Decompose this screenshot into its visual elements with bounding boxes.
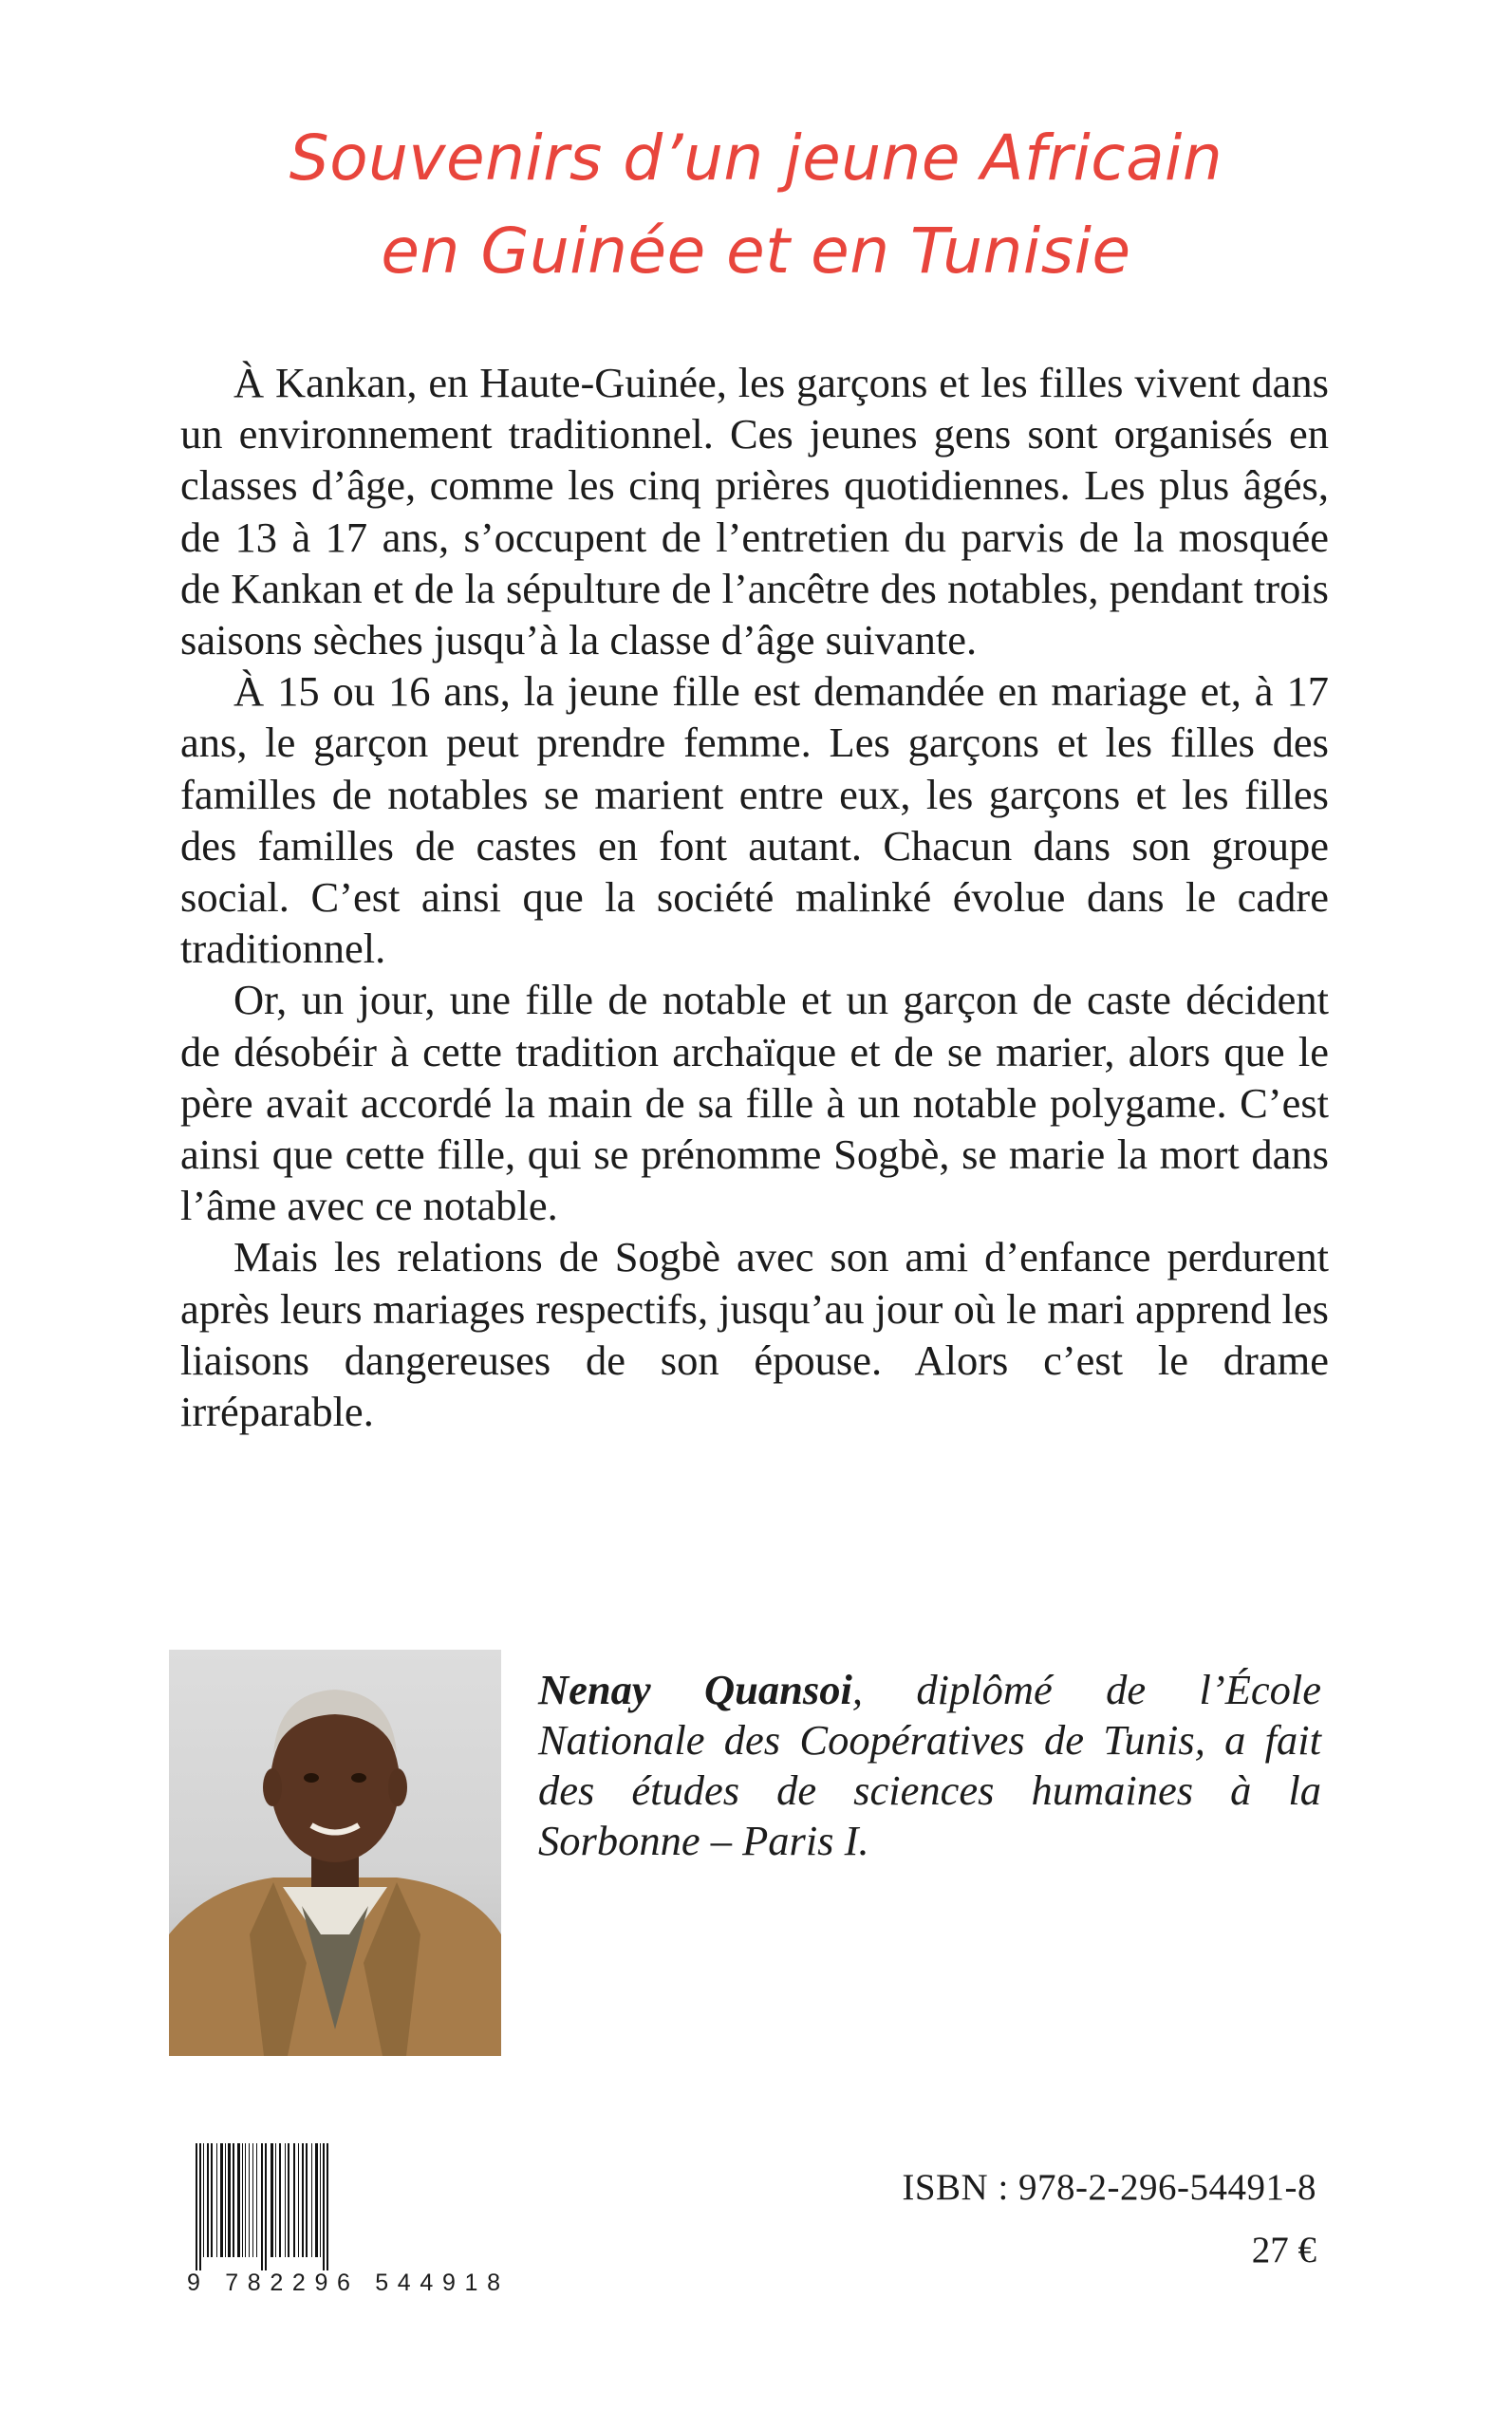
blurb-paragraph: Or, un jour, une fille de notable et un garçon de caste décident de désobéir à cette tradition archaïque et de se marier, alors que le père avait accordé la main de sa fille à un notable polygame. C’est ainsi que cette fille, qui se prénomme Sogbè, se marie la mort dans l’âme avec ce notable. bbox=[180, 976, 1329, 1230]
blurb-paragraph: À Kankan, en Haute-Guinée, les garçons et les filles vivent dans un environnement traditionnel. Ces jeunes gens sont organisés en classes d’âge, comme les cinq prières quotidiennes. Les plus âgés, de 13 à 17 ans, s’occupent de l’entretien du parvis de la mosquée de Kankan et de la sépulture de l’ancêtre des notables, pendant trois saisons sèches jusqu’à la classe d’âge suivante. bbox=[180, 359, 1329, 664]
author-name: Nenay Quansoi bbox=[538, 1666, 852, 1713]
price: 27 € bbox=[1251, 2230, 1316, 2270]
title-line-2: en Guinée et en Tunisie bbox=[381, 215, 1131, 288]
blurb-paragraph: Mais les relations de Sogbè avec son ami d’enfance perdurent après leurs mariages respectifs, jusqu’au jour où le mari apprend les liaisons dangereuses de son épouse. Alors c’est le drame irréparable. bbox=[180, 1233, 1329, 1436]
barcode-digits: 9 782296 544918 bbox=[187, 2270, 500, 2295]
book-title bbox=[0, 112, 1512, 298]
author-bio bbox=[538, 1665, 1321, 1866]
back-cover-blurb bbox=[180, 357, 1329, 1437]
barcode-bars bbox=[196, 2143, 328, 2270]
title-line-1: Souvenirs d’un jeune Africain bbox=[289, 121, 1223, 195]
barcode bbox=[182, 2143, 505, 2295]
blurb-paragraph: À 15 ou 16 ans, la jeune fille est demandée en mariage et, à 17 ans, le garçon peut prendre femme. Les garçons et les filles des familles de notables se marient entre eux, les garçons et les filles des familles de castes en font autant. Chacun dans son groupe social. C’est ainsi que la société malinké évolue dans le cadre traditionnel. bbox=[180, 667, 1329, 973]
author-photo bbox=[169, 1650, 501, 2056]
author-bio-text: , diplômé de l’École Nationale des Coopératives de Tunis, a fait des études de sciences humaines à la Sorbonne – Paris I. bbox=[538, 1666, 1321, 1864]
isbn: ISBN : 978-2-296-54491-8 bbox=[902, 2167, 1316, 2208]
